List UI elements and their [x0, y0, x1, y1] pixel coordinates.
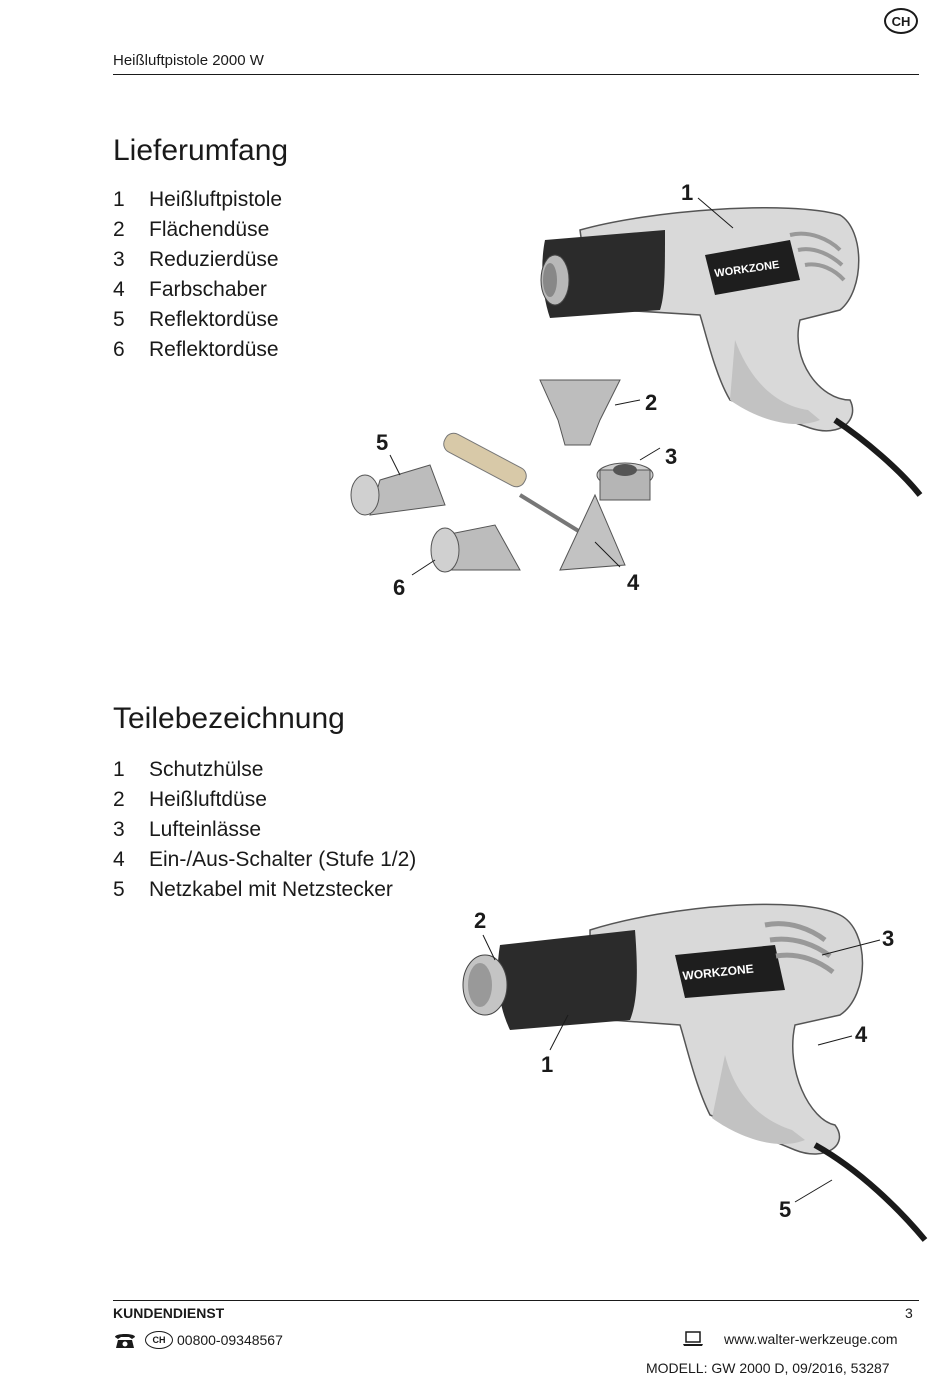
list-item: 4 Ein-/Aus-Schalter (Stufe 1/2) [113, 848, 417, 871]
scope-of-delivery-list [113, 185, 282, 365]
list-item: 1 Heißluftpistole [113, 188, 283, 211]
callout-3: 3 [882, 926, 895, 951]
parts-list [113, 755, 416, 905]
website-url: www.walter-werkzeuge.com [724, 1331, 898, 1347]
country-badge: CH [884, 8, 918, 34]
section-title-lieferumfang: Lieferumfang [113, 134, 289, 167]
list-item: 3 Lufteinlässe [113, 818, 262, 841]
heat-gun-image [541, 208, 920, 495]
country-badge-small: CH [145, 1331, 173, 1349]
callout-6: 6 [393, 575, 406, 600]
list-item: 4 Farbschaber [113, 278, 267, 301]
callout-2: 2 [645, 390, 658, 415]
header-rule [113, 74, 919, 75]
hotline [113, 1331, 283, 1349]
model-info: MODELL: GW 2000 D, 09/2016, 53287 [646, 1360, 890, 1376]
laptop-icon [682, 1331, 704, 1347]
brand-label: WORKZONE [713, 258, 781, 280]
callout-5: 5 [779, 1197, 792, 1222]
list-item: 1 Schutzhülse [113, 758, 264, 781]
callout-4: 4 [627, 570, 640, 595]
phone-number: 00800-09348567 [177, 1332, 283, 1348]
callout-2: 2 [474, 908, 487, 933]
parts-illustration [440, 890, 930, 1260]
list-item: 2 Flächendüse [113, 218, 270, 241]
customer-service-label: KUNDENDIENST [113, 1305, 225, 1321]
callout-1: 1 [681, 180, 694, 205]
list-item: 5 Reflektordüse [113, 308, 279, 331]
footer-rule [113, 1300, 919, 1301]
brand-label: WORKZONE [681, 961, 755, 983]
list-item: 5 Netzkabel mit Netzstecker [113, 878, 393, 901]
section-title-teilebezeichnung: Teilebezeichnung [113, 702, 345, 735]
page-number: 3 [905, 1305, 913, 1321]
running-title: Heißluftpistole 2000 W [113, 52, 264, 69]
callout-5: 5 [376, 430, 389, 455]
wide-nozzle-image [540, 380, 620, 445]
reflector-nozzle-5-image [351, 465, 445, 515]
delivery-contents-illustration [320, 170, 930, 610]
phone-icon [113, 1331, 137, 1349]
list-item: 3 Reduzierdüse [113, 248, 279, 271]
reflector-nozzle-6-image [431, 525, 520, 572]
callout-3: 3 [665, 444, 678, 469]
list-item: 2 Heißluftdüse [113, 788, 267, 811]
callout-1: 1 [541, 1052, 554, 1077]
heat-gun-image [463, 904, 925, 1240]
reducer-nozzle-image [597, 463, 653, 500]
list-item: 6 Reflektordüse [113, 338, 279, 361]
website [682, 1331, 898, 1347]
callout-4: 4 [855, 1022, 868, 1047]
